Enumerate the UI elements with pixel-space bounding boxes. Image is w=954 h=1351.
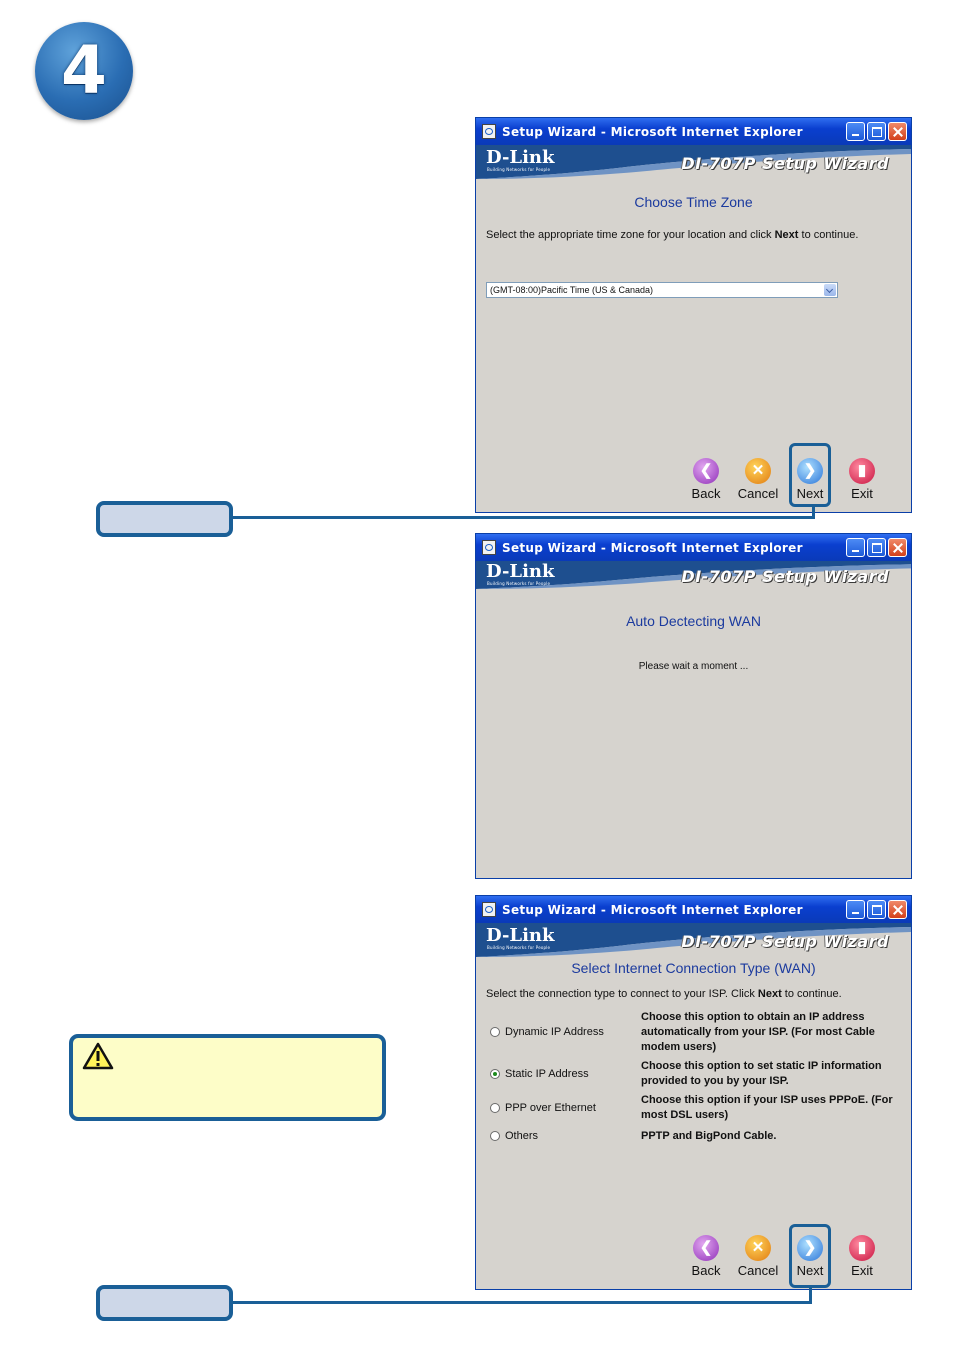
setup-wizard-window-connection-type bbox=[475, 895, 912, 1290]
callout-label-box bbox=[96, 1285, 233, 1321]
close-icon[interactable] bbox=[888, 122, 907, 141]
title-bar[interactable] bbox=[476, 118, 911, 145]
instruction-text: Select the appropriate time zone for your location and click Next to continue. bbox=[486, 229, 859, 241]
back-arrow-icon: ❮ bbox=[693, 1235, 719, 1261]
dlink-logo: D-Link bbox=[486, 561, 555, 582]
dlink-banner bbox=[476, 923, 911, 957]
maximize-icon[interactable] bbox=[867, 538, 886, 557]
wizard-title: DI-707P Setup Wizard bbox=[681, 154, 889, 173]
dlink-tagline: Building Networks for People bbox=[487, 581, 551, 586]
ie-page-icon bbox=[482, 902, 496, 917]
option-description: Choose this option if your ISP uses PPPoE. (For most DSL users) bbox=[641, 1094, 893, 1121]
instruction-text: Select the connection type to connect to your ISP. Click Next to continue. bbox=[486, 988, 842, 1000]
minimize-icon[interactable] bbox=[846, 122, 865, 141]
next-button[interactable]: ❯ Next bbox=[784, 458, 836, 501]
wizard-title: DI-707P Setup Wizard bbox=[681, 567, 889, 586]
back-button[interactable]: ❮ Back bbox=[680, 458, 732, 501]
dlink-logo: D-Link bbox=[486, 925, 555, 946]
exit-button[interactable]: ▮ Exit bbox=[836, 1235, 888, 1278]
next-button[interactable]: ❯ Next bbox=[784, 1235, 836, 1278]
back-arrow-icon: ❮ bbox=[693, 458, 719, 484]
cancel-x-icon: ✕ bbox=[745, 1235, 771, 1261]
callout-label-box bbox=[96, 501, 233, 537]
title-bar[interactable] bbox=[476, 534, 911, 561]
exit-button[interactable]: ▮ Exit bbox=[836, 458, 888, 501]
option-description: Choose this option to set static IP information provided to you by your ISP. bbox=[641, 1060, 882, 1087]
next-arrow-icon: ❯ bbox=[797, 458, 823, 484]
option-description: Choose this option to obtain an IP address automatically from your ISP. (For most Cable modem users) bbox=[641, 1011, 875, 1053]
dlink-logo: D-Link bbox=[486, 147, 555, 168]
maximize-icon[interactable] bbox=[867, 900, 886, 919]
next-arrow-icon: ❯ bbox=[797, 1235, 823, 1261]
cancel-button[interactable]: ✕ Cancel bbox=[732, 1235, 784, 1278]
callout-connector bbox=[230, 1301, 812, 1304]
radio-button[interactable] bbox=[490, 1103, 500, 1113]
dlink-banner bbox=[476, 561, 911, 589]
ie-page-icon bbox=[482, 540, 496, 555]
warning-note-box bbox=[69, 1034, 386, 1121]
title-bar[interactable] bbox=[476, 896, 911, 923]
minimize-icon[interactable] bbox=[846, 538, 865, 557]
minimize-icon[interactable] bbox=[846, 900, 865, 919]
exit-door-icon: ▮ bbox=[849, 458, 875, 484]
back-button[interactable]: ❮ Back bbox=[680, 1235, 732, 1278]
next-button-highlight bbox=[789, 443, 831, 507]
close-icon[interactable] bbox=[888, 538, 907, 557]
option-pppoe[interactable]: PPP over Ethernet bbox=[490, 1102, 596, 1114]
option-static-ip[interactable]: Static IP Address bbox=[490, 1068, 589, 1080]
chevron-down-icon[interactable] bbox=[824, 284, 836, 296]
wizard-nav-buttons bbox=[680, 1235, 888, 1278]
ie-page-icon bbox=[482, 124, 496, 139]
step-number-badge bbox=[35, 22, 133, 120]
radio-button[interactable] bbox=[490, 1027, 500, 1037]
page-heading: Choose Time Zone bbox=[634, 194, 753, 210]
wizard-title: DI-707P Setup Wizard bbox=[681, 932, 889, 951]
warning-triangle-icon bbox=[82, 1042, 114, 1070]
option-dynamic-ip[interactable]: Dynamic IP Address bbox=[490, 1026, 604, 1038]
setup-wizard-window-timezone bbox=[475, 117, 912, 513]
radio-button-selected[interactable] bbox=[490, 1069, 500, 1079]
cancel-button[interactable]: ✕ Cancel bbox=[732, 458, 784, 501]
page-heading: Auto Dectecting WAN bbox=[626, 613, 761, 629]
window-title: Setup Wizard - Microsoft Internet Explorer bbox=[502, 902, 803, 917]
radio-button[interactable] bbox=[490, 1131, 500, 1141]
dlink-tagline: Building Networks for People bbox=[487, 167, 551, 172]
window-title: Setup Wizard - Microsoft Internet Explorer bbox=[502, 540, 803, 555]
please-wait-message: Please wait a moment ... bbox=[638, 661, 749, 672]
callout-connector bbox=[230, 516, 815, 519]
option-description: PPTP and BigPond Cable. bbox=[641, 1130, 777, 1142]
step-number: 4 bbox=[61, 32, 107, 109]
wizard-nav-buttons bbox=[680, 458, 888, 501]
cancel-x-icon: ✕ bbox=[745, 458, 771, 484]
dlink-tagline: Building Networks for People bbox=[487, 945, 551, 950]
option-others[interactable]: Others bbox=[490, 1130, 538, 1142]
timezone-selected-value: (GMT-08:00)Pacific Time (US & Canada) bbox=[490, 285, 654, 295]
setup-wizard-window-detecting bbox=[475, 533, 912, 879]
exit-door-icon: ▮ bbox=[849, 1235, 875, 1261]
timezone-select[interactable] bbox=[486, 282, 838, 298]
dlink-banner bbox=[476, 145, 911, 179]
next-button-highlight bbox=[789, 1224, 831, 1288]
window-title: Setup Wizard - Microsoft Internet Explorer bbox=[502, 124, 803, 139]
close-icon[interactable] bbox=[888, 900, 907, 919]
maximize-icon[interactable] bbox=[867, 122, 886, 141]
page-heading: Select Internet Connection Type (WAN) bbox=[571, 960, 816, 976]
